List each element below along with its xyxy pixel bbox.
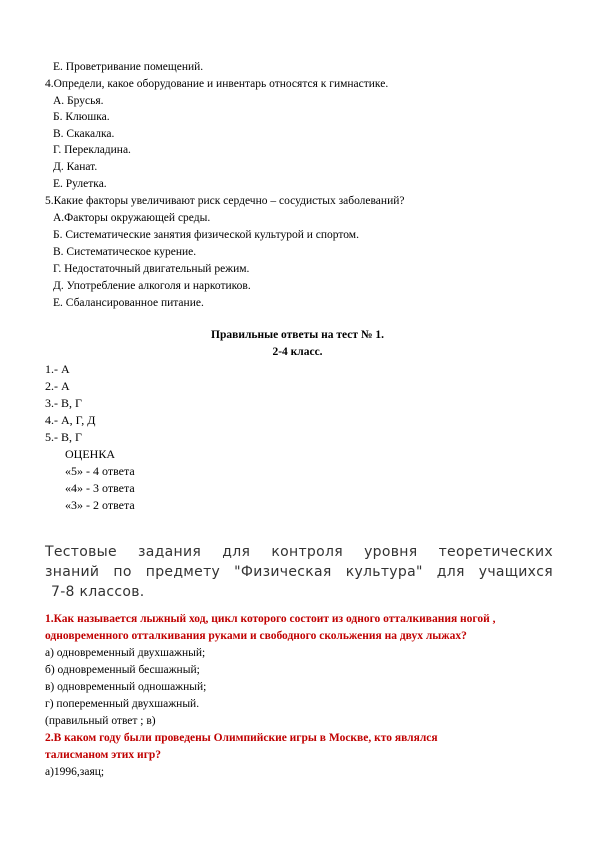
answer-item: 5.- В, Г — [45, 430, 82, 444]
section-heading-line: знаний по предмету "Физическая культура" для учащихся — [45, 564, 553, 580]
section-heading-line: 7-8 классов. — [51, 584, 145, 600]
q4-option: Г. Перекладина. — [53, 144, 131, 156]
q5-option: Б. Систематические занятия физической культурой и спортом. — [53, 229, 359, 241]
q3-option-e: Е. Проветривание помещений. — [53, 61, 204, 73]
q4-option: Е. Рулетка. — [53, 178, 107, 190]
t2-question-2-cont: талисманом этих игр? — [45, 749, 162, 761]
q5-option: В. Систематическое курение. — [53, 246, 197, 258]
answer-item: 2.- А — [45, 379, 70, 393]
t2q1-option: г) попеременный двухшажный. — [45, 698, 200, 710]
t2-question-2: 2.В каком году были проведены Олимпийские игры в Москве, кто являлся — [45, 732, 438, 744]
grade-item: «5» - 4 ответа — [65, 464, 135, 478]
answer-item: 4.- А, Г, Д — [45, 413, 96, 427]
answers-title: Правильные ответы на тест № 1. — [211, 329, 384, 341]
q4-option: В. Скакалка. — [53, 128, 115, 140]
question-4: 4.Определи, какое оборудование и инвентарь относятся к гимнастике. — [45, 78, 389, 90]
question-5: 5.Какие факторы увеличивают риск сердечно – сосудистых заболеваний? — [45, 195, 405, 207]
grade-title: ОЦЕНКА — [65, 447, 115, 461]
q5-option: Г. Недостаточный двигательный режим. — [53, 263, 250, 275]
answer-item: 1.- А — [45, 362, 70, 376]
q5-option: Е. Сбалансированное питание. — [53, 297, 204, 309]
q4-option: А. Брусья. — [53, 95, 104, 107]
grade-item: «3» - 2 ответа — [65, 498, 135, 512]
t2-question-1-cont: одновременного отталкивания руками и свободного скольжения на двух лыжах? — [45, 630, 467, 642]
t2q2-option: а)1996,заяц; — [45, 766, 105, 778]
t2q1-answer: (правильный ответ ; в) — [45, 715, 156, 727]
section-heading-line: Тестовые задания для контроля уровня теоретических — [45, 544, 553, 560]
q4-option: Б. Клюшка. — [53, 111, 110, 123]
q4-option: Д. Канат. — [53, 161, 98, 173]
t2q1-option: б) одновременный бесшажный; — [45, 664, 200, 676]
q5-option: А.Факторы окружающей среды. — [53, 212, 211, 224]
section-heading — [45, 542, 553, 602]
answers-subtitle: 2-4 класс. — [272, 346, 323, 358]
t2-question-1: 1.Как называется лыжный ход, цикл которого состоит из одного отталкивания ногой , — [45, 613, 496, 625]
q5-option: Д. Употребление алкоголя и наркотиков. — [53, 280, 251, 292]
t2q1-option: в) одновременный одношажный; — [45, 681, 207, 693]
answer-item: 3.- В, Г — [45, 396, 82, 410]
grade-item: «4» - 3 ответа — [65, 481, 135, 495]
t2q1-option: а) одновременный двухшажный; — [45, 647, 206, 659]
